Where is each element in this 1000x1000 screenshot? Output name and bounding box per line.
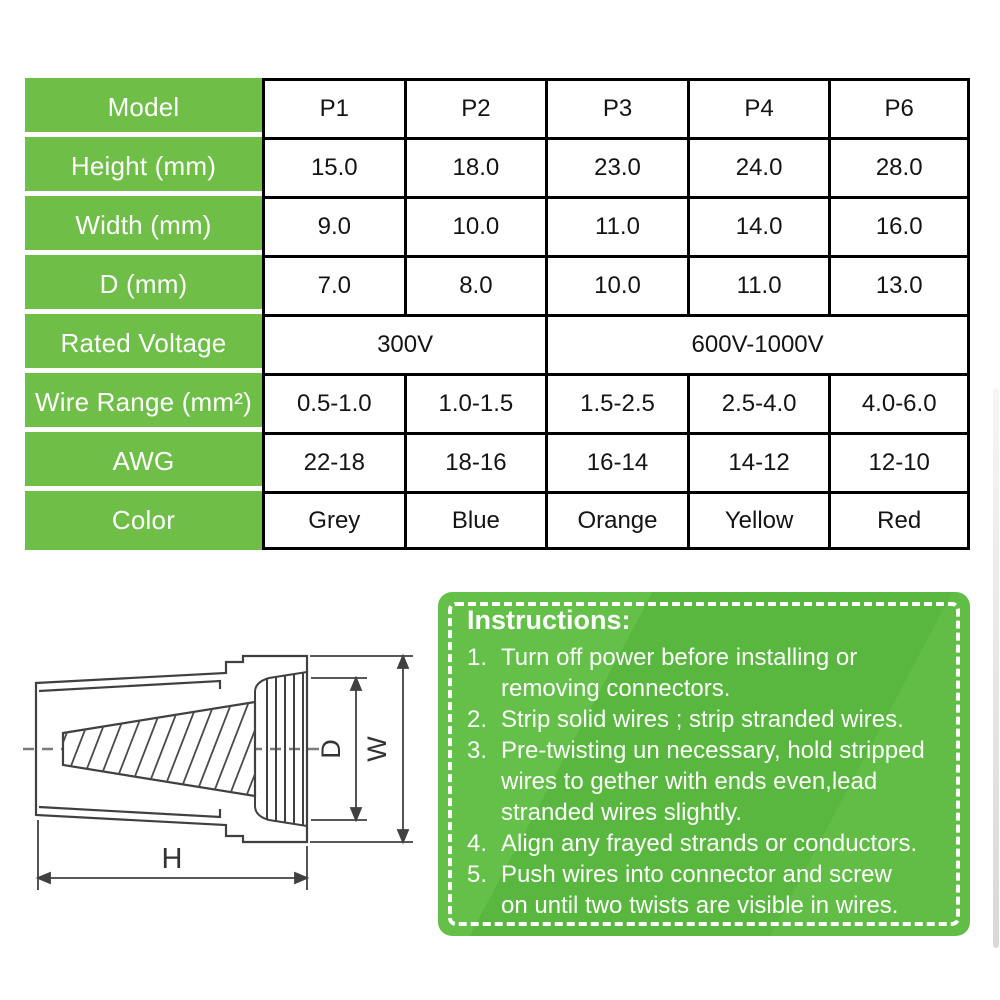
model-header-cell: P2 <box>404 78 546 137</box>
instruction-line: Turn off power before installing or <box>501 644 858 671</box>
table-cell: Blue <box>404 491 546 550</box>
instruction-text <box>501 704 956 735</box>
instruction-number: 5. <box>467 861 488 888</box>
table-cell: 10.0 <box>404 196 546 255</box>
table-cell: 1.5-2.5 <box>545 373 687 432</box>
instruction-line: removing connectors. <box>501 675 731 702</box>
table-cell: 15.0 <box>262 137 404 196</box>
table-cell: 7.0 <box>262 255 404 314</box>
connector-cone <box>35 655 301 815</box>
table-cell: 9.0 <box>262 196 404 255</box>
dimension-label-d: D <box>316 739 346 759</box>
table-cell: 12-10 <box>828 432 970 491</box>
table-cell: 2.5-4.0 <box>687 373 829 432</box>
model-header-cell: P4 <box>687 78 829 137</box>
table-cell: Red <box>828 491 970 550</box>
instruction-text <box>501 828 956 859</box>
instruction-number: 2. <box>467 706 488 733</box>
table-cell: 18.0 <box>404 137 546 196</box>
instruction-text <box>501 642 956 704</box>
table-cell: 14-12 <box>687 432 829 491</box>
table-cell: 8.0 <box>404 255 546 314</box>
table-cell: 4.0-6.0 <box>828 373 970 432</box>
voltage-cell-600v-1000v: 600V-1000V <box>545 314 970 373</box>
instruction-item <box>467 828 956 859</box>
row-label-model: Model <box>25 78 262 137</box>
instruction-line: wires to gether with ends even,lead <box>501 768 878 795</box>
table-cell: 1.0-1.5 <box>404 373 546 432</box>
instruction-line: Push wires into connector and screw <box>501 861 892 888</box>
instruction-item <box>467 704 956 735</box>
instruction-line: Pre-twisting un necessary, hold stripped <box>501 737 925 764</box>
row-label-height: Height (mm) <box>25 137 262 196</box>
table-cell: 28.0 <box>828 137 970 196</box>
instruction-item <box>467 642 956 704</box>
table-cell: 11.0 <box>687 255 829 314</box>
instructions-content <box>467 604 956 921</box>
page-edge-shadow <box>993 388 999 948</box>
dimension-label-w: W <box>362 736 392 762</box>
table-cell: Orange <box>545 491 687 550</box>
row-label-d: D (mm) <box>25 255 262 314</box>
spec-table <box>25 78 970 550</box>
table-cell: Yellow <box>687 491 829 550</box>
table-cell: 11.0 <box>545 196 687 255</box>
table-cell: 23.0 <box>545 137 687 196</box>
instruction-text <box>501 859 956 921</box>
table-cell: 10.0 <box>545 255 687 314</box>
table-cell: 0.5-1.0 <box>262 373 404 432</box>
table-cell: 13.0 <box>828 255 970 314</box>
instruction-line: Strip solid wires ; strip stranded wires. <box>501 706 904 733</box>
row-label-wire-range: Wire Range (mm²) <box>25 373 262 432</box>
row-label-color: Color <box>25 491 262 550</box>
instruction-number: 1. <box>467 644 488 671</box>
instruction-line: stranded wires slightly. <box>501 799 742 826</box>
voltage-cell-300v: 300V <box>262 314 545 373</box>
instruction-number: 4. <box>467 830 488 857</box>
row-label-rated-voltage: Rated Voltage <box>25 314 262 373</box>
table-cell: 16-14 <box>545 432 687 491</box>
instruction-line: on until two twists are visible in wires. <box>501 892 899 919</box>
row-label-awg: AWG <box>25 432 262 491</box>
instruction-item <box>467 735 956 828</box>
instruction-number: 3. <box>467 737 488 764</box>
instructions-title: Instructions: <box>467 605 631 635</box>
dimension-label-h: H <box>161 843 183 875</box>
table-cell: 16.0 <box>828 196 970 255</box>
connector-diagram <box>15 640 435 940</box>
row-label-width: Width (mm) <box>25 196 262 255</box>
table-cell: 24.0 <box>687 137 829 196</box>
table-cell: 22-18 <box>262 432 404 491</box>
instruction-line: Align any frayed strands or conductors. <box>501 830 918 857</box>
table-cell: 18-16 <box>404 432 546 491</box>
table-cell: Grey <box>262 491 404 550</box>
model-header-cell: P6 <box>828 78 970 137</box>
model-header-cell: P3 <box>545 78 687 137</box>
instructions-panel <box>438 592 970 936</box>
instruction-text <box>501 735 956 828</box>
table-cell: 14.0 <box>687 196 829 255</box>
instruction-item <box>467 859 956 921</box>
model-header-cell: P1 <box>262 78 404 137</box>
